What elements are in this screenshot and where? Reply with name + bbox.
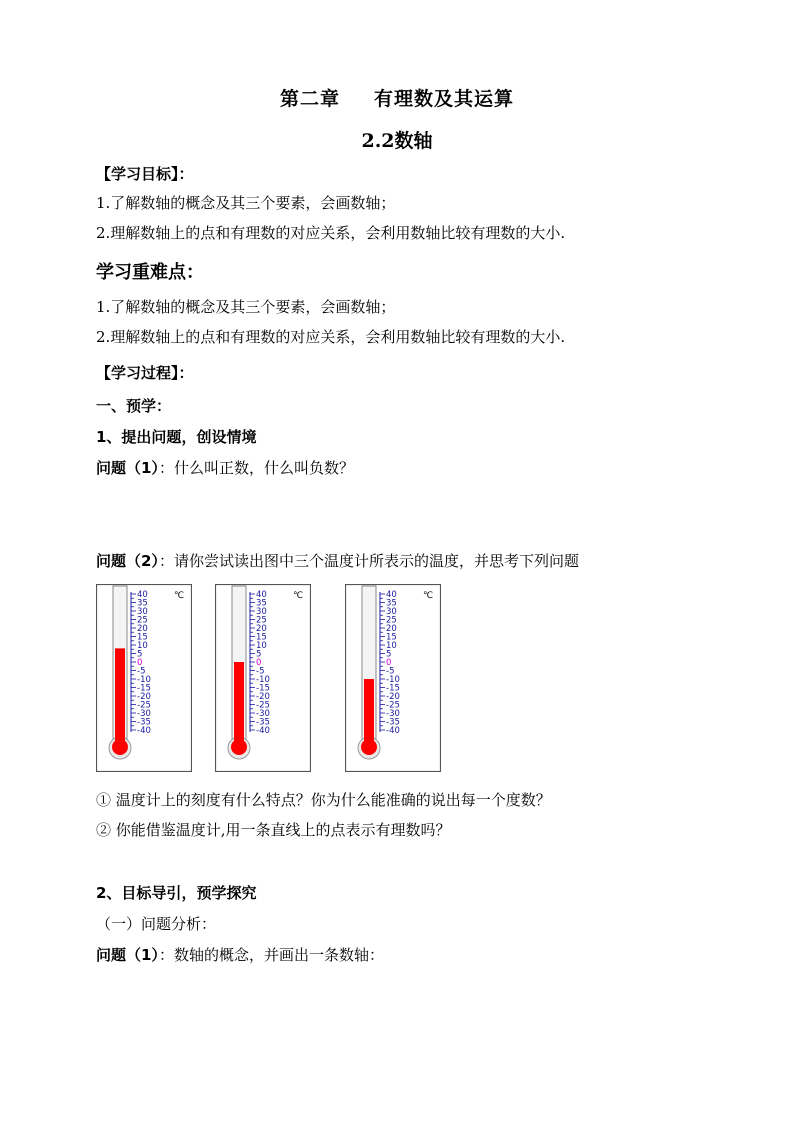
scale-label: -10 — [137, 675, 151, 685]
scale-label: 25 — [386, 615, 397, 626]
question-1 — [96, 457, 354, 478]
scale-label: -5 — [137, 666, 146, 677]
scale-label: 5 — [137, 649, 143, 660]
scale-label: 20 — [256, 624, 267, 634]
scale-label: -25 — [386, 700, 400, 711]
key-point-item-2: 2.理解数轴上的点和有理数的对应关系，会利用数轴比较有理数的大小. — [96, 328, 566, 346]
observation-1: ① 温度计上的刻度有什么特点？你为什么能准确的说出每一个度数？ — [96, 791, 551, 809]
key-points-heading: 学习重难点： — [96, 262, 204, 283]
scale-label: -30 — [137, 709, 151, 719]
unit-label: ℃ — [423, 591, 434, 601]
scale-label: 30 — [256, 607, 267, 617]
scale-label: -5 — [256, 666, 265, 677]
question-2-label: 问题（2） — [96, 552, 159, 570]
objective-item-1: 1.了解数轴的概念及其三个要素，会画数轴； — [96, 194, 396, 212]
process-heading: 【学习过程】： — [96, 364, 194, 382]
chapter-label: 第二章 — [279, 88, 340, 110]
scale-label: -25 — [137, 700, 151, 711]
scale-label: 0 — [256, 658, 262, 668]
section-title: 2.2数轴 — [361, 130, 433, 152]
scale-label: -35 — [386, 717, 400, 728]
question-2 — [96, 550, 579, 571]
scale-label: 35 — [256, 598, 267, 609]
scale-label: 40 — [137, 590, 148, 600]
thermometer-3 — [345, 584, 441, 772]
scale-label: 10 — [137, 641, 148, 651]
scale-label: -30 — [256, 709, 270, 719]
scale-label: 40 — [256, 590, 267, 600]
thermometer-3-graphic — [345, 584, 441, 772]
scale-label: 5 — [386, 649, 392, 660]
scale-label: -15 — [137, 683, 151, 694]
scale-label: 35 — [137, 598, 148, 609]
step2-heading: 2、目标导引，预学探究 — [96, 884, 257, 902]
scale-label: -20 — [256, 692, 270, 702]
scale-label: -40 — [137, 726, 151, 736]
scale-label: -15 — [386, 683, 400, 694]
scale-label: 30 — [386, 607, 397, 617]
scale-label: 30 — [137, 607, 148, 617]
thermometer-2 — [215, 584, 311, 772]
unit-label: ℃ — [293, 591, 304, 601]
scale-label: -25 — [256, 700, 270, 711]
scale-label: 10 — [386, 641, 397, 651]
scale-label: -30 — [386, 709, 400, 719]
question-3-label: 问题（1） — [96, 946, 159, 964]
objectives-heading: 【学习目标】： — [96, 165, 194, 183]
scale-label: -10 — [256, 675, 270, 685]
scale-label: -15 — [256, 683, 270, 694]
scale-label: 20 — [386, 624, 397, 634]
scale-label: 0 — [386, 658, 392, 668]
thermometer-1-graphic — [96, 584, 192, 772]
scale-label: 35 — [386, 598, 397, 609]
scale-label: -20 — [386, 692, 400, 702]
scale-label: 10 — [256, 641, 267, 651]
scale-label: -40 — [386, 726, 400, 736]
mercury-column — [234, 662, 244, 744]
observation-2: ② 你能借鉴温度计,用一条直线上的点表示有理数吗？ — [96, 821, 451, 839]
scale-label: -5 — [386, 666, 395, 677]
scale-label: 25 — [137, 615, 148, 626]
question-2-text: ：请你尝试读出图中三个温度计所表示的温度，并思考下列问题 — [158, 552, 579, 570]
question-3-text: ：数轴的概念，并画出一条数轴： — [158, 946, 384, 964]
chapter-heading — [0, 84, 794, 111]
scale-label: 25 — [256, 615, 267, 626]
scale-label: 15 — [386, 632, 397, 643]
scale-label: -35 — [137, 717, 151, 728]
scale-label: -40 — [256, 726, 270, 736]
question-3 — [96, 944, 384, 965]
mercury-column — [364, 679, 374, 744]
step1-heading: 1、提出问题，创设情境 — [96, 428, 257, 446]
subsection-1: （一）问题分析： — [96, 915, 217, 933]
thermometer-2-graphic — [215, 584, 311, 772]
scale-label: -35 — [256, 717, 270, 728]
scale-label: 20 — [137, 624, 148, 634]
mercury-column — [115, 648, 125, 744]
question-1-text: ：什么叫正数，什么叫负数？ — [158, 459, 354, 477]
scale-label: -20 — [137, 692, 151, 702]
scale-label: 40 — [386, 590, 397, 600]
objective-item-2: 2.理解数轴上的点和有理数的对应关系，会利用数轴比较有理数的大小. — [96, 224, 566, 242]
question-1-label: 问题（1） — [96, 459, 159, 477]
chapter-title: 有理数及其运算 — [374, 88, 515, 110]
part1-heading: 一、预学： — [96, 397, 172, 415]
scale-label: 15 — [256, 632, 267, 643]
scale-label: -10 — [386, 675, 400, 685]
unit-label: ℃ — [174, 591, 185, 601]
scale-label: 0 — [137, 658, 143, 668]
scale-label: 15 — [137, 632, 148, 643]
key-point-item-1: 1.了解数轴的概念及其三个要素，会画数轴； — [96, 298, 396, 316]
scale-label: 5 — [256, 649, 262, 660]
thermometer-1 — [96, 584, 192, 772]
